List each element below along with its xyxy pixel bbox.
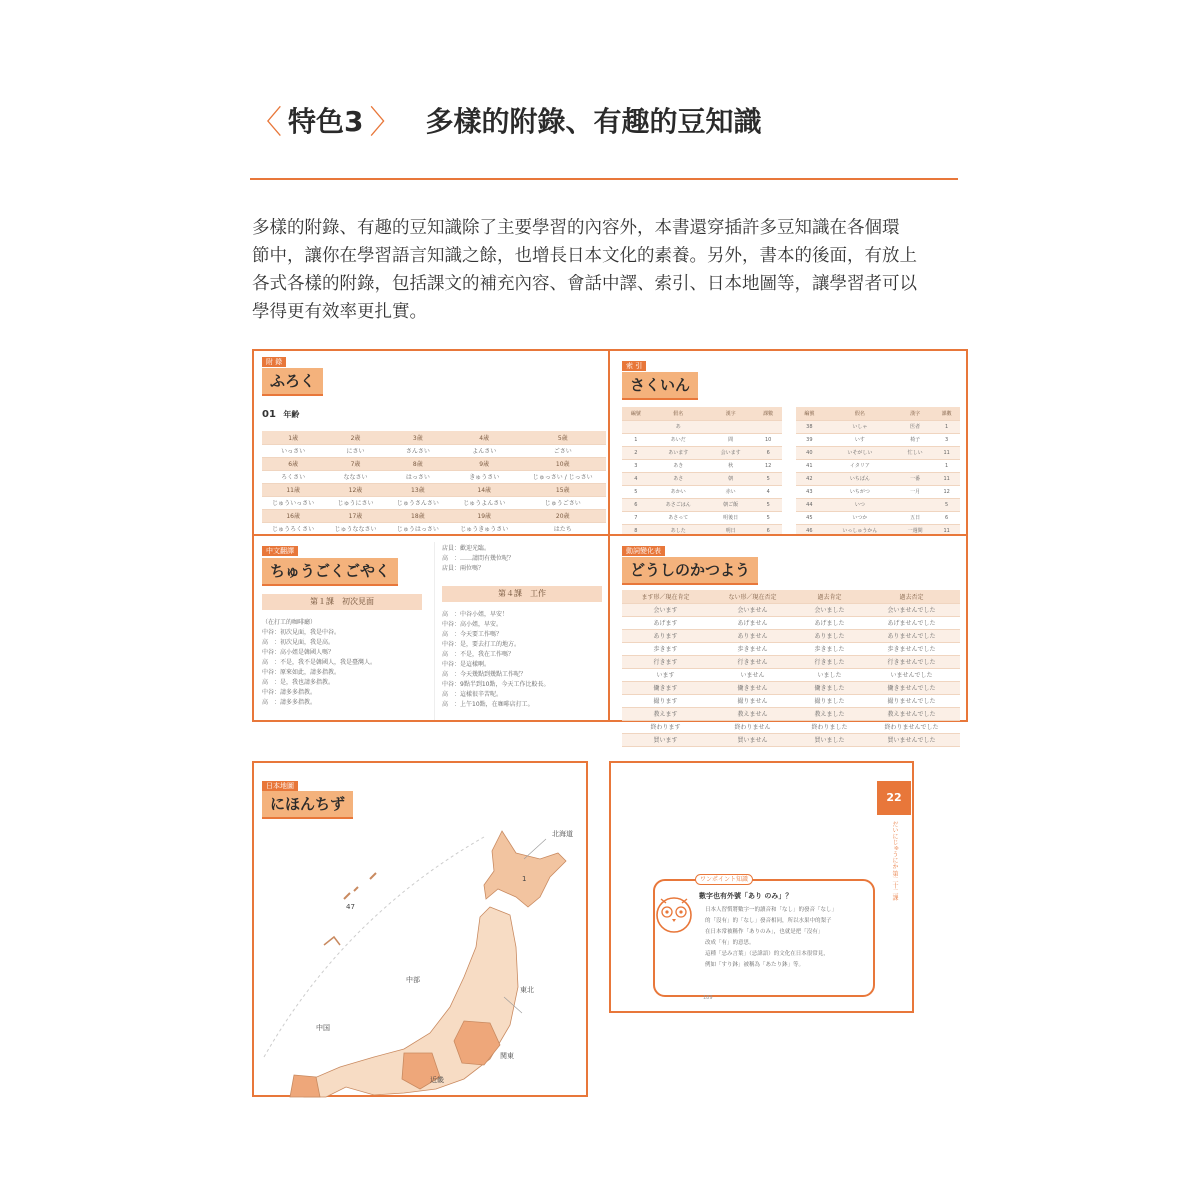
section-label: 年齢 xyxy=(283,410,300,419)
label-hokkaido: 北海道 xyxy=(552,830,573,838)
table-cell: 10歳 xyxy=(519,457,606,470)
table-row xyxy=(796,511,960,524)
table-row xyxy=(796,459,960,472)
intro-line: 多樣的附錄、有趣的豆知識除了主要學習的內容外，本書還穿插許多豆知識在各個環 xyxy=(252,218,900,238)
table-cell xyxy=(707,420,754,433)
table-cell: じゅうななさい xyxy=(324,522,386,535)
label-chubu: 中部 xyxy=(406,976,420,984)
panel-tag: 索 引 xyxy=(622,361,646,371)
table-row xyxy=(622,446,782,459)
table-cell: 行きませんでした xyxy=(863,655,960,668)
table-cell: ありました xyxy=(796,629,863,642)
table-cell: 2 xyxy=(622,446,650,459)
table-row xyxy=(622,655,960,668)
bracket-close: 〉 xyxy=(369,103,402,141)
text-line: 高 ：這樣很辛苦呢。 xyxy=(442,691,503,698)
table-cell: 買いません xyxy=(709,733,796,746)
intro-line: 節中，讓你在學習語言知識之餘，也增長日本文化的素養。另外，書本的後面，有放上 xyxy=(252,246,917,266)
table-cell: 撮りませんでした xyxy=(863,694,960,707)
text-line: 高 ：請多多指教。 xyxy=(262,699,317,706)
table-cell: 7歳 xyxy=(324,457,386,470)
table-cell: 16歳 xyxy=(262,509,324,522)
table-cell: 撮りません xyxy=(709,694,796,707)
translation-top-right xyxy=(442,544,602,574)
table-cell: じゅうごさい xyxy=(519,496,606,509)
table-cell: はっさい xyxy=(387,470,449,483)
table-cell: 撮りました xyxy=(796,694,863,707)
table-cell: あげません xyxy=(709,616,796,629)
table-row xyxy=(622,498,782,511)
table-cell: 行きます xyxy=(622,655,709,668)
table-cell: 11 xyxy=(933,472,960,485)
panel-title: ちゅうごくごやく xyxy=(262,558,398,586)
table-cell: 4 xyxy=(754,485,782,498)
table-cell: いしゃ xyxy=(823,420,897,433)
table-cell: あかい xyxy=(650,485,707,498)
table-cell: 一週間 xyxy=(897,524,933,537)
table-cell: 終わりました xyxy=(796,720,863,733)
table-cell: 医者 xyxy=(897,420,933,433)
table-cell: 朝ご飯 xyxy=(707,498,754,511)
table-cell: 1 xyxy=(933,459,960,472)
table-row xyxy=(622,616,960,629)
table-cell: 11 xyxy=(933,446,960,459)
table-row xyxy=(796,407,960,420)
trivia-body xyxy=(705,905,871,971)
text-line: 高 ：中谷小姐，早安！ xyxy=(442,611,509,618)
table-cell: 買いませんでした xyxy=(863,733,960,746)
table-cell: いません xyxy=(709,668,796,681)
table-cell: 終わりません xyxy=(709,720,796,733)
table-cell: いす xyxy=(823,433,897,446)
table-cell: じゅうきゅうさい xyxy=(449,522,519,535)
translation-right xyxy=(442,610,607,710)
translation-left xyxy=(262,618,427,708)
map-panel xyxy=(252,761,588,1097)
feature-number: 特色3 xyxy=(288,105,364,138)
text-line: 日本人習慣將數字一的讀音和「なし」的發音「なし」 xyxy=(705,907,838,913)
table-cell: 5歳 xyxy=(519,431,606,444)
panel-title: ふろく xyxy=(262,368,323,396)
table-cell: 10 xyxy=(754,433,782,446)
trivia-box xyxy=(653,876,875,997)
table-row xyxy=(796,446,960,459)
table-cell: 明日 xyxy=(707,524,754,537)
table-row xyxy=(622,511,782,524)
table-row xyxy=(622,668,960,681)
lesson-bar: 第１課 初次見面 xyxy=(262,594,422,610)
table-cell: 歩きました xyxy=(796,642,863,655)
table-cell: 40 xyxy=(796,446,823,459)
table-cell: あさ xyxy=(650,472,707,485)
table-cell: 6 xyxy=(622,498,650,511)
table-cell: 課數 xyxy=(933,407,960,420)
table-row xyxy=(796,433,960,446)
table-row xyxy=(262,457,606,470)
text-line: （在打工的咖啡廳） xyxy=(262,619,317,626)
table-cell: じゅうはっさい xyxy=(387,522,449,535)
table-cell: 1歳 xyxy=(262,431,324,444)
table-cell: 12 xyxy=(933,485,960,498)
table-cell: ありませんでした xyxy=(863,629,960,642)
table-cell: あき xyxy=(650,459,707,472)
table-row xyxy=(262,470,606,483)
panel-title: どうしのかつよう xyxy=(622,557,758,585)
table-row xyxy=(622,707,960,720)
table-cell: あした xyxy=(650,524,707,537)
table-cell: あげます xyxy=(622,616,709,629)
trivia-tag: ワンポイント知識 xyxy=(695,874,753,885)
table-cell: いちばん xyxy=(823,472,897,485)
table-cell: いました xyxy=(796,668,863,681)
text-line: 中谷：高小姐是韓國人嗎？ xyxy=(262,649,335,656)
table-row xyxy=(796,420,960,433)
hokkaido-region xyxy=(484,831,566,907)
okinawa-islands xyxy=(344,873,376,899)
table-cell: 19歳 xyxy=(449,509,519,522)
table-cell: 41 xyxy=(796,459,823,472)
text-line: 高 ：今天要工作嗎？ xyxy=(442,631,503,638)
table-cell: 赤い xyxy=(707,485,754,498)
text-line: 的「沒有」的「なし」發音相同，所以水果中的梨子 xyxy=(705,918,832,924)
table-cell: 39 xyxy=(796,433,823,446)
table-cell: じゅういっさい xyxy=(262,496,324,509)
column-divider xyxy=(434,542,435,720)
label-number-47: 47 xyxy=(346,903,355,911)
table-cell: 4 xyxy=(622,472,650,485)
table-cell xyxy=(897,459,933,472)
table-cell: 編號 xyxy=(796,407,823,420)
table-cell: 明後日 xyxy=(707,511,754,524)
japan-map xyxy=(254,797,586,1097)
feature-title: 多樣的附錄、有趣的豆知識 xyxy=(425,105,762,138)
vertical-side-text: だいにじゅうにか 第二十二課 xyxy=(891,821,898,901)
table-cell: あさって xyxy=(650,511,707,524)
table-cell: 撮ります xyxy=(622,694,709,707)
table-cell: 会いませんでした xyxy=(863,603,960,616)
table-cell: 買います xyxy=(622,733,709,746)
text-line: 中谷：9點半到10點，今天工作比較長。 xyxy=(442,681,550,688)
table-cell: 編號 xyxy=(622,407,650,420)
table-cell: 一番 xyxy=(897,472,933,485)
table-cell: ありません xyxy=(709,629,796,642)
text-line: 中谷：是，要去打工的地方。 xyxy=(442,641,521,648)
table-cell: 歩きます xyxy=(622,642,709,655)
table-cell: 6 xyxy=(933,511,960,524)
intro-line: 各式各樣的附錄，包括課文的補充內容、會話中譯、索引、日本地圖等，讓學習者可以 xyxy=(252,274,917,294)
section-heading xyxy=(262,409,299,420)
table-row xyxy=(262,444,606,457)
table-cell: いつか xyxy=(823,511,897,524)
table-cell: ごさい xyxy=(519,444,606,457)
table-cell: ろくさい xyxy=(262,470,324,483)
table-cell: 11 xyxy=(933,524,960,537)
table-cell: 漢字 xyxy=(707,407,754,420)
table-cell: あげました xyxy=(796,616,863,629)
table-row xyxy=(262,431,606,444)
text-line: 中谷：高小姐，早安。 xyxy=(442,621,503,628)
table-cell: 17歳 xyxy=(324,509,386,522)
table-cell: ない形／現在否定 xyxy=(709,590,796,603)
table-row xyxy=(622,472,782,485)
table-cell: さんさい xyxy=(387,444,449,457)
panel-tag: 日本地圖 xyxy=(262,781,298,791)
table-row xyxy=(796,498,960,511)
table-cell: 3歳 xyxy=(387,431,449,444)
table-cell: 42 xyxy=(796,472,823,485)
table-cell: にさい xyxy=(324,444,386,457)
kyushu-region xyxy=(290,1075,320,1097)
table-cell: 1 xyxy=(622,433,650,446)
table-row xyxy=(262,483,606,496)
table-cell: ななさい xyxy=(324,470,386,483)
table-cell: 6 xyxy=(754,524,782,537)
text-line: 高 ：今天幾點到幾點工作呢？ xyxy=(442,671,527,678)
table-cell xyxy=(897,498,933,511)
text-line: 中谷：原來如此，請多指教。 xyxy=(262,669,341,676)
table-row xyxy=(622,603,960,616)
table-cell: 5 xyxy=(622,485,650,498)
table-cell: 歩きませんでした xyxy=(863,642,960,655)
text-line: 高 ：不是，我不是韓國人，我是臺灣人。 xyxy=(262,659,377,666)
table-cell: 終わります xyxy=(622,720,709,733)
table-cell: じゅうにさい xyxy=(324,496,386,509)
table-cell: 教えません xyxy=(709,707,796,720)
table-cell: 会いません xyxy=(709,603,796,616)
age-table xyxy=(262,431,606,536)
table-cell: 働きました xyxy=(796,681,863,694)
table-cell: よんさい xyxy=(449,444,519,457)
table-cell: 2歳 xyxy=(324,431,386,444)
text-line: 例如「すり鉢」被稱為「あたり鉢」等。 xyxy=(705,962,805,968)
text-line: 店員：兩位嗎？ xyxy=(442,565,485,572)
table-cell: 43 xyxy=(796,485,823,498)
table-cell: 会います xyxy=(622,603,709,616)
table-cell: 假名 xyxy=(823,407,897,420)
panel-tag: 中文翻譯 xyxy=(262,546,298,556)
table-cell: 46 xyxy=(796,524,823,537)
table-cell: 7 xyxy=(622,511,650,524)
table-cell: 1 xyxy=(933,420,960,433)
table-cell: 一月 xyxy=(897,485,933,498)
table-cell: 5 xyxy=(933,498,960,511)
label-chugoku: 中国 xyxy=(316,1024,330,1032)
table-cell: 働きませんでした xyxy=(863,681,960,694)
table-row xyxy=(796,485,960,498)
trivia-panel xyxy=(609,761,914,1013)
table-cell: 8歳 xyxy=(387,457,449,470)
table-cell: 假名 xyxy=(650,407,707,420)
table-cell: あいます xyxy=(650,446,707,459)
table-cell: います xyxy=(622,668,709,681)
table-cell: きゅうさい xyxy=(449,470,519,483)
table-cell: 過去否定 xyxy=(863,590,960,603)
table-cell: 教えませんでした xyxy=(863,707,960,720)
table-cell: あ xyxy=(650,420,707,433)
table-row xyxy=(622,694,960,707)
panel-tag: 動詞變化表 xyxy=(622,546,665,556)
table-cell: 4歳 xyxy=(449,431,519,444)
trivia-title: 數字也有外號「あり のみ」？ xyxy=(699,892,793,900)
table-row xyxy=(622,407,782,420)
table-cell: 9歳 xyxy=(449,457,519,470)
label-tohoku: 東北 xyxy=(520,986,534,994)
table-row xyxy=(622,485,782,498)
owl-mascot-icon xyxy=(653,891,695,939)
table-row xyxy=(622,459,782,472)
table-row xyxy=(262,509,606,522)
table-cell: はたち xyxy=(519,522,606,535)
table-cell: 5 xyxy=(754,472,782,485)
table-cell: 会いました xyxy=(796,603,863,616)
table-cell: あげませんでした xyxy=(863,616,960,629)
table-cell: 8 xyxy=(622,524,650,537)
table-cell: 行きました xyxy=(796,655,863,668)
table-cell: 6 xyxy=(754,446,782,459)
feature-heading xyxy=(250,100,762,140)
verb-table xyxy=(622,590,960,747)
text-line: 高 ：初次見面，我是高。 xyxy=(262,639,335,646)
table-cell: あいだ xyxy=(650,433,707,446)
text-line: 高 ：是，我也請多指教。 xyxy=(262,679,335,686)
table-cell: 朝 xyxy=(707,472,754,485)
table-cell: いそがしい xyxy=(823,446,897,459)
text-line: 中谷：請多多指教。 xyxy=(262,689,317,696)
table-cell: いちがつ xyxy=(823,485,897,498)
table-cell: 五日 xyxy=(897,511,933,524)
table-cell: あります xyxy=(622,629,709,642)
table-cell: じゅっさい / じっさい xyxy=(519,470,606,483)
text-line: 改成「有」的意思。 xyxy=(705,940,755,946)
table-cell: 過去肯定 xyxy=(796,590,863,603)
table-row xyxy=(622,629,960,642)
table-cell: 44 xyxy=(796,498,823,511)
table-row xyxy=(622,420,782,433)
table-cell: 買いました xyxy=(796,733,863,746)
text-line: 高 ：……請問有幾位呢？ xyxy=(442,555,515,562)
text-line: 高 ：上午10點，在咖啡店打工。 xyxy=(442,701,534,708)
label-leader-line xyxy=(524,839,546,859)
table-cell: 3 xyxy=(622,459,650,472)
table-row xyxy=(262,496,606,509)
text-line: 店員：歡迎光臨。 xyxy=(442,545,491,552)
table-cell: いつ xyxy=(823,498,897,511)
table-cell: あさごはん xyxy=(650,498,707,511)
page-footer: 189 xyxy=(703,995,713,1001)
table-row xyxy=(622,590,960,603)
table-cell: 秋 xyxy=(707,459,754,472)
table-cell: ます形／現在肯定 xyxy=(622,590,709,603)
table-cell: いっしゅうかん xyxy=(823,524,897,537)
table-cell: 終わりませんでした xyxy=(863,720,960,733)
label-kinki: 近畿 xyxy=(430,1076,444,1084)
table-cell: 38 xyxy=(796,420,823,433)
table-cell: 6歳 xyxy=(262,457,324,470)
table-row xyxy=(622,433,782,446)
southern-islands xyxy=(324,937,340,945)
table-cell: じゅうろくさい xyxy=(262,522,324,535)
section-number: 01 xyxy=(262,409,276,420)
furoku-panel xyxy=(252,349,610,536)
table-cell: 漢字 xyxy=(897,407,933,420)
sakuin-panel xyxy=(608,349,968,536)
heading-divider xyxy=(250,178,958,180)
table-cell: 教えます xyxy=(622,707,709,720)
table-cell: いませんでした xyxy=(863,668,960,681)
page-number: 22 xyxy=(877,781,911,815)
table-cell: 13歳 xyxy=(387,483,449,496)
table-cell: 行きません xyxy=(709,655,796,668)
table-row xyxy=(622,642,960,655)
table-cell: 椅子 xyxy=(897,433,933,446)
table-cell: 11歳 xyxy=(262,483,324,496)
table-cell: 12 xyxy=(754,459,782,472)
table-cell: 会います xyxy=(707,446,754,459)
panel-tag: 附 錄 xyxy=(262,357,286,367)
table-row xyxy=(622,733,960,746)
table-cell: 45 xyxy=(796,511,823,524)
doushi-panel xyxy=(608,534,968,744)
table-cell: 15歳 xyxy=(519,483,606,496)
table-cell: イタリア xyxy=(823,459,897,472)
panel-title: にほんちず xyxy=(262,791,353,819)
table-cell: 5 xyxy=(754,511,782,524)
text-line: 在日本常被稱作「ありのみ」，也就是把「沒有」 xyxy=(705,929,824,935)
chuugoku-panel xyxy=(252,534,610,722)
intro-line: 學得更有效率更扎實。 xyxy=(252,302,427,322)
panel-title: さくいん xyxy=(622,372,698,400)
text-line: 中谷：初次見面，我是中谷。 xyxy=(262,629,341,636)
text-line: 中谷：是這樣啊。 xyxy=(442,661,491,668)
label-number-1: 1 xyxy=(522,875,527,883)
table-cell: 20歳 xyxy=(519,509,606,522)
label-kanto: 関東 xyxy=(500,1052,514,1060)
table-cell: 働きます xyxy=(622,681,709,694)
table-cell: 教えました xyxy=(796,707,863,720)
table-row xyxy=(622,720,960,733)
lesson-bar: 第４課 工作 xyxy=(442,586,602,602)
table-cell: 歩きません xyxy=(709,642,796,655)
table-cell: 課數 xyxy=(754,407,782,420)
table-cell: 働きません xyxy=(709,681,796,694)
table-cell: じゅうさんさい xyxy=(387,496,449,509)
table-cell: 14歳 xyxy=(449,483,519,496)
table-cell xyxy=(622,420,650,433)
table-cell: 18歳 xyxy=(387,509,449,522)
bracket-open: 〈 xyxy=(250,103,283,141)
table-row xyxy=(796,472,960,485)
table-cell: 忙しい xyxy=(897,446,933,459)
intro-paragraph xyxy=(252,214,962,326)
text-line: 高 ：不是，我在工作嗎？ xyxy=(442,651,515,658)
text-line: 這種「忌み言葉」（忌諱語）的文化在日本很常見， xyxy=(705,951,829,957)
table-cell: じゅうよんさい xyxy=(449,496,519,509)
table-cell: 3 xyxy=(933,433,960,446)
table-cell: 12歳 xyxy=(324,483,386,496)
table-cell xyxy=(754,420,782,433)
table-cell: いっさい xyxy=(262,444,324,457)
table-row xyxy=(622,681,960,694)
table-cell: 5 xyxy=(754,498,782,511)
table-cell: 間 xyxy=(707,433,754,446)
